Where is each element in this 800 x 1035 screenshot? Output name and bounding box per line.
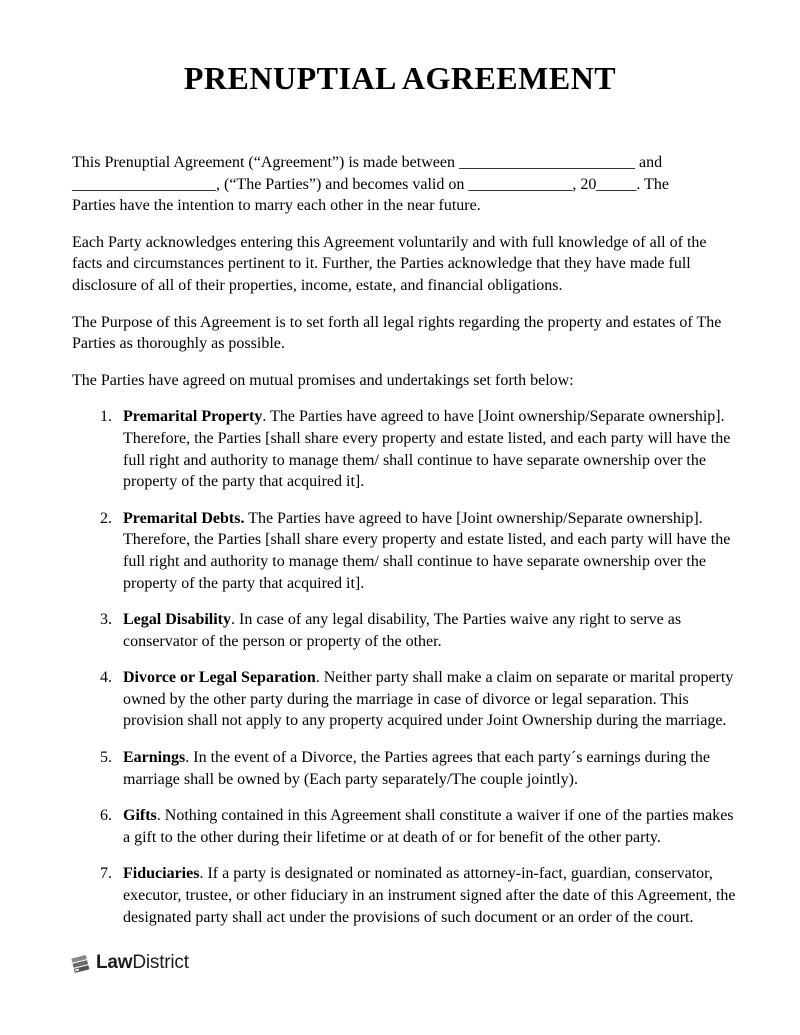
stacked-pages-icon	[70, 952, 91, 974]
term-body	[123, 747, 728, 790]
term-title: Gifts	[123, 807, 157, 825]
term-title: Fiduciaries	[123, 865, 200, 883]
term-first-line	[123, 508, 728, 530]
text-line: Parties have the intention to marry each other in the near future.	[72, 197, 481, 215]
term-item-earnings	[72, 747, 728, 790]
text-line: designated party shall act under the provisions of such document or an order of the court.	[123, 908, 694, 926]
text-line: provision shall not apply to any property acquired under Joint Ownership during the marriage.	[123, 712, 727, 730]
text-line: The Parties have agreed on mutual promises and undertakings set forth below:	[72, 371, 574, 389]
term-item-gifts	[72, 805, 734, 848]
text-line: Therefore, the Parties [shall share every property and estate listed, and each party will have the	[123, 429, 731, 447]
text-line: full right and authority to manage them/ shall continue to have separate ownership over the	[123, 552, 706, 570]
text-line: Therefore, the Parties [shall share every property and estate listed, and each party will have the	[123, 531, 731, 549]
brand-wordmark	[96, 951, 189, 975]
term-lead-text: . In the event of a Divorce, the Parties agrees that each party´s earnings during the	[185, 749, 710, 767]
document-content	[0, 62, 800, 928]
term-number: 2.	[100, 509, 112, 527]
term-body	[123, 609, 728, 652]
term-lead-text: . In case of any legal disability, The Parties waive any right to serve as	[231, 611, 682, 629]
term-body	[123, 667, 734, 732]
text-line: marriage shall be owned by (Each party separately/The couple jointly).	[123, 770, 578, 788]
term-continuation	[123, 769, 728, 791]
term-lead-text: . Nothing contained in this Agreement shall constitute a waiver if one of the parties makes	[156, 807, 734, 825]
term-lead-text: . Neither party shall make a claim on separate or marital property	[315, 669, 734, 687]
term-title: Earnings	[123, 749, 186, 767]
agreement-terms-list	[72, 406, 736, 928]
term-lead-text: . The Parties have agreed to have [Joint ownership/Separate ownership].	[262, 408, 725, 426]
text-line: This Prenuptial Agreement (“Agreement”) is made between ______________________ and	[72, 154, 663, 171]
text-line: conservator of the person or property of the other.	[123, 632, 442, 650]
term-continuation	[123, 631, 728, 653]
term-first-line	[123, 747, 728, 769]
term-title: Legal Disability	[123, 611, 232, 629]
term-item-premarital-property	[72, 406, 731, 492]
term-lead-text: . If a party is designated or nominated as attorney-in-fact, guardian, conservator,	[199, 865, 713, 883]
term-first-line	[123, 863, 728, 885]
term-continuation	[123, 428, 731, 493]
term-continuation	[123, 689, 728, 732]
term-title: Premarital Debts.	[123, 509, 245, 527]
text-line: property of the party that acquired it].	[123, 574, 365, 592]
text-line: full right and authority to manage them/ shall continue to have separate ownership over the	[123, 451, 706, 469]
term-title: Divorce or Legal Separation	[123, 669, 316, 687]
text-line: The Purpose of this Agreement is to set forth all legal rights regarding the property and estates of The	[72, 313, 722, 331]
term-body	[123, 508, 731, 594]
lawdistrict-logo	[70, 951, 189, 975]
term-first-line	[123, 805, 734, 827]
intro-paragraph-4	[72, 370, 728, 392]
document-title: PRENUPTIAL AGREEMENT	[183, 60, 617, 96]
text-line: property of the party that acquired it].	[123, 473, 365, 491]
term-item-divorce-or-legal-separation	[72, 667, 734, 732]
text-line: __________________, (“The Parties”) and becomes valid on _____________, 20_____. The	[72, 175, 669, 193]
intro-paragraph-2	[72, 232, 728, 297]
term-title: Premarital Property	[123, 408, 263, 426]
term-number: 1.	[100, 408, 112, 426]
text-line: facts and circumstances pertinent to it. Further, the Parties acknowledge that they have made full	[72, 255, 691, 273]
text-line: Each Party acknowledges entering this Agreement voluntarily and with full knowledge of all of the	[72, 233, 707, 251]
term-first-line	[123, 406, 728, 428]
term-lead-text: The Parties have agreed to have [Joint ownership/Separate ownership].	[244, 509, 703, 527]
intro-paragraph-3	[72, 312, 728, 355]
text-line: a gift to the other during their lifetime or at death of or for benefit of the other party.	[123, 828, 661, 846]
term-first-line	[123, 609, 728, 631]
term-number: 7.	[100, 865, 112, 883]
term-continuation	[123, 827, 728, 849]
text-line: disclosure of all of their properties, income, estate, and financial obligations.	[72, 276, 563, 294]
brand-word-law: Law	[96, 952, 133, 973]
term-continuation	[123, 529, 731, 594]
term-item-fiduciaries	[72, 863, 736, 928]
term-item-legal-disability	[72, 609, 728, 652]
brand-word-district: District	[132, 952, 189, 973]
term-body	[123, 406, 731, 492]
text-line: executor, trustee, or other fiduciary in an instrument signed after the date of this Agreement, the	[123, 887, 736, 905]
term-continuation	[123, 885, 736, 928]
term-number: 3.	[100, 611, 112, 629]
term-number: 4.	[100, 669, 112, 687]
term-number: 6.	[100, 807, 112, 825]
term-first-line	[123, 667, 734, 689]
intro-paragraph-1	[72, 152, 728, 217]
term-item-premarital-debts	[72, 508, 731, 594]
text-line: Parties as thoroughly as possible.	[72, 335, 285, 353]
term-body	[123, 805, 734, 848]
term-number: 5.	[100, 749, 112, 767]
text-line: owned by the other party during the marriage in case of divorce or legal separation. This	[123, 690, 689, 708]
term-body	[123, 863, 736, 928]
